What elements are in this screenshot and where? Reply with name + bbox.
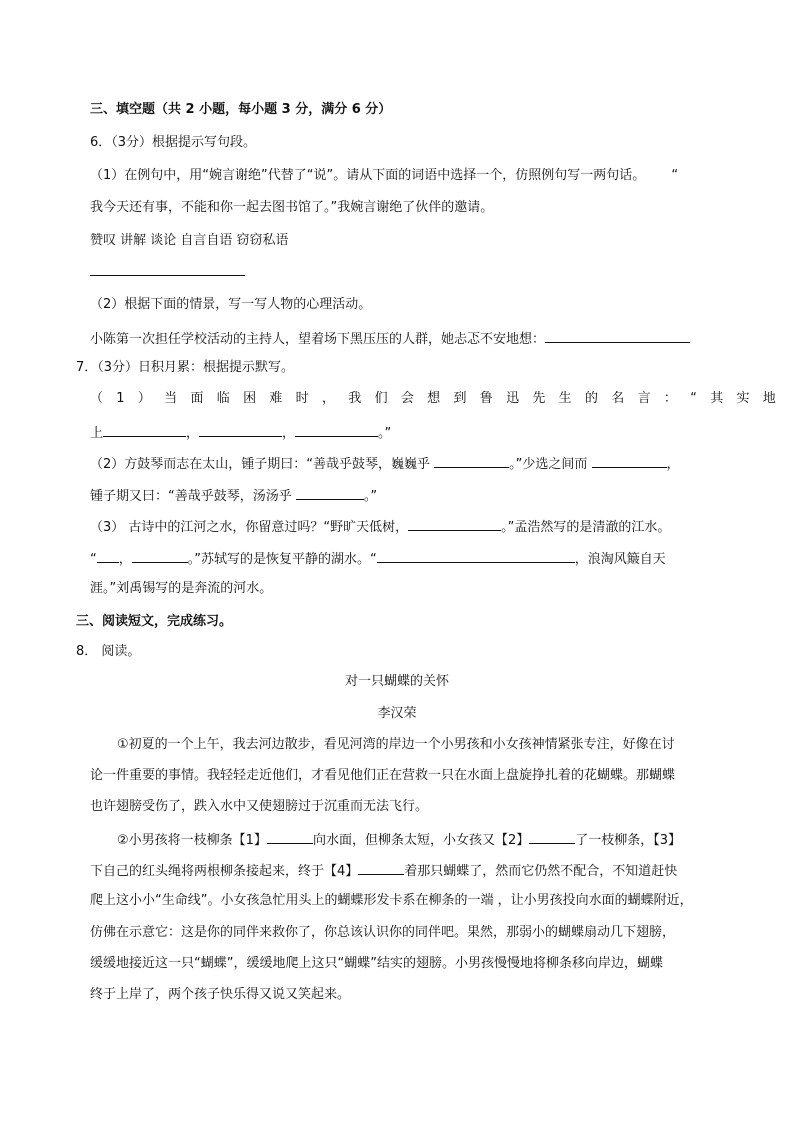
para2-text: 下自己的红头绳将两根柳条接起来，终于【4】 xyxy=(90,864,359,879)
answer-blank[interactable] xyxy=(90,262,245,276)
answer-blank[interactable] xyxy=(103,423,186,437)
q7-part3-line1 xyxy=(90,517,670,537)
q7-part2-line1 xyxy=(90,454,680,474)
q7-part3-text: ，浪淘风簸自天 xyxy=(574,552,666,567)
section-title-reading: 三、阅读短文，完成练习。 xyxy=(76,614,233,629)
q7-part3-line2 xyxy=(90,549,666,569)
q7-part2-text: 锺子期又曰：“善哉乎鼓琴，汤汤乎 xyxy=(90,489,296,504)
q6-part1-quote: “ xyxy=(671,168,679,183)
q6-part1-line1 xyxy=(90,167,678,185)
passage-author: 李汉荣 xyxy=(377,706,417,721)
punct: ， xyxy=(282,426,296,441)
para2-text: ②小男孩将一枝柳条【1】 xyxy=(117,833,267,848)
para2-text: 着那只蝴蝶了，然而它仍然不配合，不知道赶快 xyxy=(404,864,678,879)
para2-text: 向水面，但柳条太短，小女孩又【2】 xyxy=(312,833,530,848)
q6-word-choices: 赞叹 讲解 谈论 自言自语 窃窃私语 xyxy=(90,233,289,248)
answer-blank[interactable] xyxy=(132,549,188,563)
q7-part1-text: 上 xyxy=(90,426,104,441)
para2-line5: 缓缓地接近这一只“蝴蝶”，缓缓地爬上这只“蝴蝶”结实的翅膀。小男孩慢慢地将柳条移向岸边，蝴蝶 xyxy=(90,956,663,971)
q7-part1-line2 xyxy=(90,423,391,443)
q7-part3-text: 。”孟浩然写的是清澈的江水。 xyxy=(501,520,671,535)
q6-part2-text: 小陈第一次担任学校活动的主持人，望着场下黑压压的人群，她忐忑不安地想： xyxy=(90,332,546,347)
para2-line4: 仿佛在示意它：这是你的同伴来救你了，你总该认识你的同伴吧。果然，那弱小的蝴蝶扇动几下翅膀， xyxy=(90,925,676,940)
q8-heading: 8． 阅读。 xyxy=(76,644,141,659)
punct: 。” xyxy=(378,426,392,441)
q6-part2-line1: （2）根据下面的情景，写一写人物的心理活动。 xyxy=(90,297,372,312)
answer-blank[interactable] xyxy=(199,423,282,437)
q6-part1-text: （1）在例句中，用“婉言谢绝”代替了“说”。请从下面的词语中选择一个，仿照例句写一两句话。 xyxy=(90,168,646,183)
punct: ， xyxy=(666,457,680,472)
answer-blank[interactable] xyxy=(592,454,667,468)
punct: ， xyxy=(186,426,200,441)
para2-line6: 终于上岸了，两个孩子快乐得又说又笑起来。 xyxy=(90,987,351,1002)
para1-line3: 也许翅膀受伤了，跌入水中又使翅膀过于沉重而无法飞行。 xyxy=(90,799,429,814)
answer-blank[interactable] xyxy=(545,329,690,343)
q6-heading: 6．（3分）根据提示写句段。 xyxy=(90,135,257,150)
passage-title: 对一只蝴蝶的关怀 xyxy=(344,674,449,689)
para2-line3: 爬上这小小“生命线”。小女孩急忙用头上的蝴蝶形发卡系在柳条的一端 ，让小男孩投向水面的蝴蝶附近， xyxy=(90,893,693,908)
answer-blank[interactable] xyxy=(295,423,378,437)
q6-part1-example: 我今天还有事，不能和你一起去图书馆了。”我婉言谢绝了伙伴的邀请。 xyxy=(90,200,494,215)
q7-part3-text: （3） 古诗中的江河之水，你留意过吗？“野旷天低树， xyxy=(90,520,409,535)
q7-heading: 7．（3分）日积月累：根据提示默写。 xyxy=(76,360,295,375)
answer-blank[interactable] xyxy=(377,549,575,563)
para1-line1: ①初夏的一个上午，我去河边散步，看见河湾的岸边一个小男孩和小女孩神情紧张专注，好像在讨 xyxy=(117,737,675,752)
punct: “ xyxy=(90,552,97,567)
q7-part3-line3: 涯。”刘禹锡写的是奔流的河水。 xyxy=(90,581,273,596)
section-title-fill-blanks: 三、填空题（共 2 小题，每小题 3 分，满分 6 分） xyxy=(90,102,392,117)
answer-blank[interactable] xyxy=(358,861,404,875)
para2-line2 xyxy=(90,861,677,881)
answer-blank[interactable] xyxy=(97,549,119,563)
para2-text: 了一枝柳条，【3】 xyxy=(575,833,681,848)
q7-part2-text: （2）方鼓琴而志在太山，锺子期曰：“善哉乎鼓琴，巍巍乎 xyxy=(90,457,435,472)
answer-blank[interactable] xyxy=(296,486,364,500)
q7-part2-line2 xyxy=(90,486,377,506)
answer-blank[interactable] xyxy=(267,830,313,844)
q6-part1-answer-line[interactable] xyxy=(90,262,245,282)
q6-part2-line2 xyxy=(90,329,690,349)
para1-line2: 论一件重要的事情。我轻轻走近他们，才看见他们正在营救一只在水面上盘旋挣扎着的花蝴蝶。那蝴蝶 xyxy=(90,768,676,783)
answer-blank[interactable] xyxy=(408,517,501,531)
punct: ， xyxy=(118,552,132,567)
para2-line1 xyxy=(117,830,681,850)
q7-part2-text: 。”少选之间而 xyxy=(509,457,592,472)
q7-part3-text: 。”苏轼写的是恢复平静的湖水。“ xyxy=(187,552,377,567)
answer-blank[interactable] xyxy=(529,830,575,844)
q7-part1-line1: （1）当面临困难时，我们会想到鲁迅先生的名言：“其实地 xyxy=(90,391,790,406)
answer-blank[interactable] xyxy=(434,454,509,468)
punct: 。” xyxy=(363,489,378,504)
